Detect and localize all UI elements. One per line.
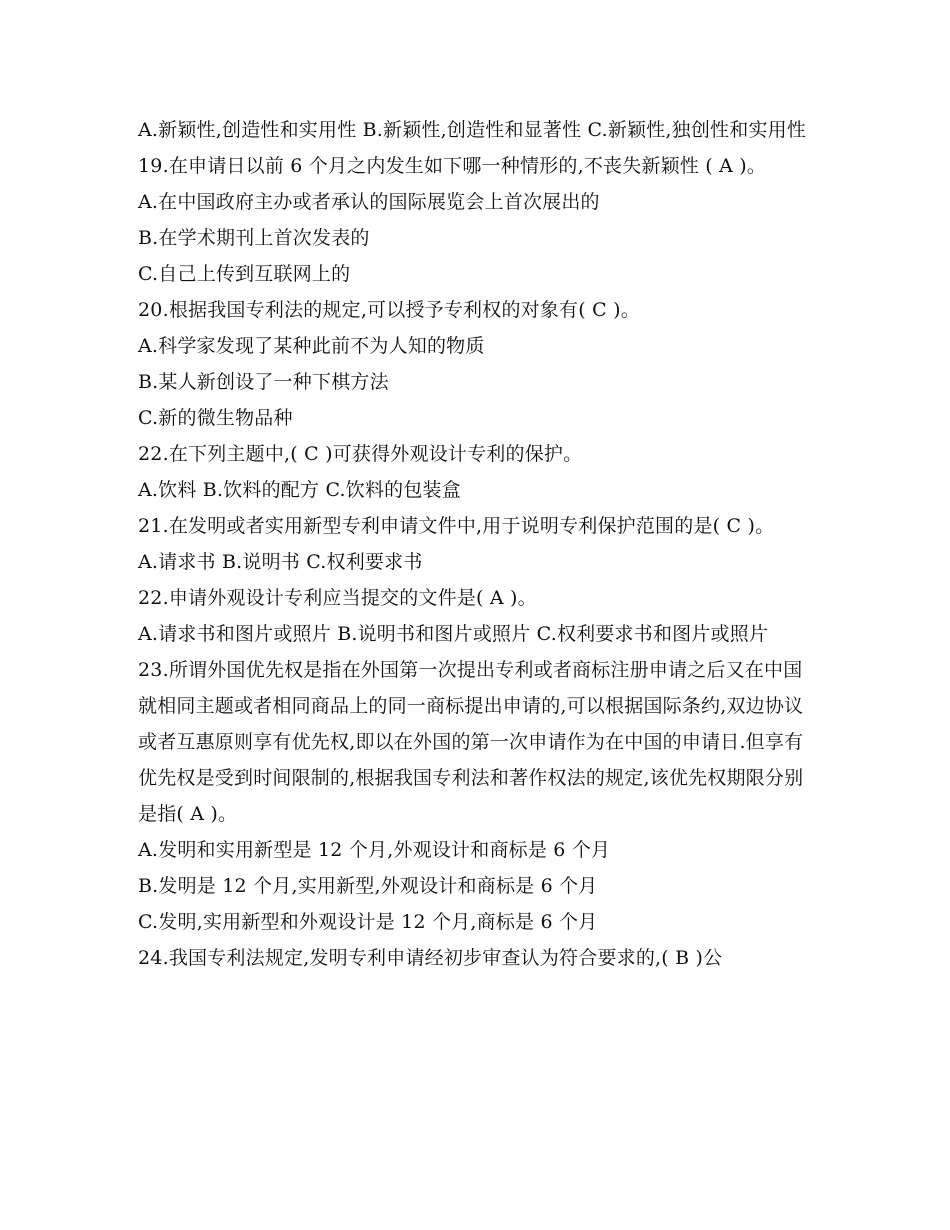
- question-23: 23.所谓外国优先权是指在外国第一次提出专利或者商标注册申请之后又在中国就相同主题或者相同商品上的同一商标提出申请的,可以根据国际条约,双边协议或者互惠原则享有优先权,即以在外国的第一次申请作为在中国的申请日.但享有优先权是受到时间限制的,根据我国专利法和著作权法的规定,该优先权期限分别是指( A )。: [138, 659, 804, 825]
- option-b: B.某人新创设了一种下棋方法: [138, 371, 389, 393]
- option-b: B.发明是 12 个月,实用新型,外观设计和商标是 6 个月: [138, 875, 598, 897]
- question-22-design: 22.在下列主题中,( C )可获得外观设计专利的保护。: [138, 443, 583, 465]
- option-a: A.发明和实用新型是 12 个月,外观设计和商标是 6 个月: [138, 839, 611, 861]
- option-c: C.新的微生物品种: [138, 407, 293, 429]
- question-19: 19.在申请日以前 6 个月之内发生如下哪一种情形的,不丧失新颖性 ( A )。: [138, 155, 767, 177]
- question-20: 20.根据我国专利法的规定,可以授予专利权的对象有( C )。: [138, 299, 640, 321]
- question-22-documents: 22.申请外观设计专利应当提交的文件是( A )。: [138, 587, 537, 609]
- option-c: C.发明,实用新型和外观设计是 12 个月,商标是 6 个月: [138, 911, 598, 933]
- option-a: A.科学家发现了某种此前不为人知的物质: [138, 335, 485, 357]
- option-a: A.在中国政府主办或者承认的国际展览会上首次展出的: [138, 191, 600, 213]
- answer-options-line: A.饮料 B.饮料的配方 C.饮料的包装盒: [138, 479, 461, 501]
- option-b: B.在学术期刊上首次发表的: [138, 227, 370, 249]
- answer-options-line: A.新颖性,创造性和实用性 B.新颖性,创造性和显著性 C.新颖性,独创性和实用性: [138, 119, 807, 141]
- answer-options-line: A.请求书 B.说明书 C.权利要求书: [138, 551, 423, 573]
- answer-options-line: A.请求书和图片或照片 B.说明书和图片或照片 C.权利要求书和图片或照片: [138, 623, 769, 645]
- option-c: C.自己上传到互联网上的: [138, 263, 351, 285]
- document-body: [138, 112, 818, 976]
- question-21: 21.在发明或者实用新型专利申请文件中,用于说明专利保护范围的是( C )。: [138, 515, 775, 537]
- question-24: 24.我国专利法规定,发明专利申请经初步审查认为符合要求的,( B )公: [138, 947, 723, 969]
